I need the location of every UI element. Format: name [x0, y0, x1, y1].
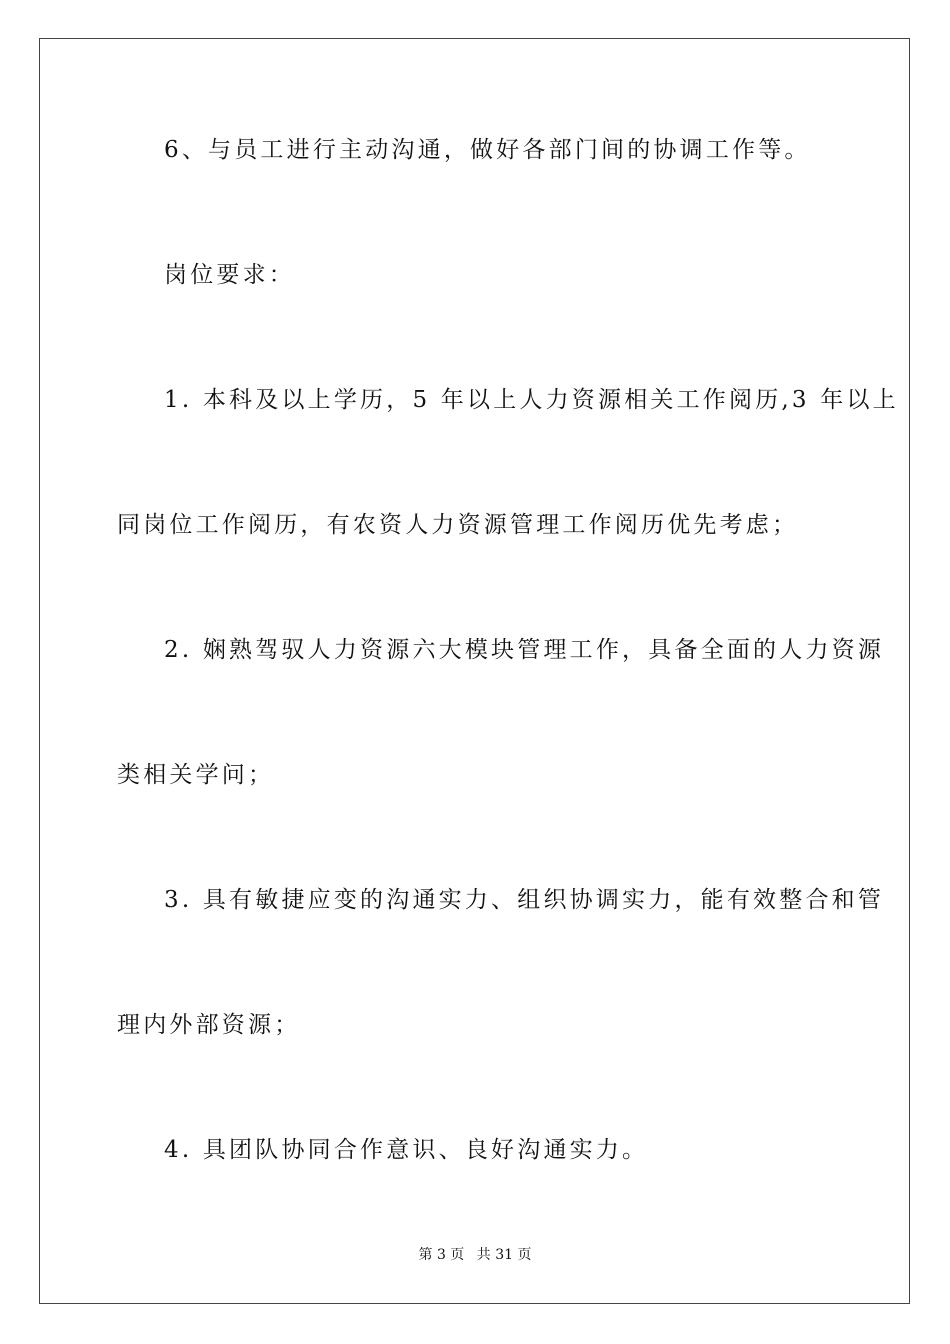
- paragraph-line: 同岗位工作阅历，有农资人力资源管理工作阅历优先考虑；: [117, 512, 799, 538]
- page-footer: [0, 1246, 950, 1264]
- total-pages: 共 31 页: [476, 1247, 532, 1263]
- paragraph-line: 类相关学问；: [117, 762, 275, 788]
- paragraph-line: 2. 娴熟驾驭人力资源六大模块管理工作，具备全面的人力资源: [164, 637, 885, 663]
- paragraph-line: 1. 本科及以上学历，5 年以上人力资源相关工作阅历,3 年以上: [164, 387, 899, 413]
- paragraph-line: 3. 具有敏捷应变的沟通实力、组织协调实力，能有效整合和管: [164, 887, 885, 913]
- paragraph-line: 6、与员工进行主动沟通，做好各部门间的协调工作等。: [164, 137, 811, 163]
- page-border: [39, 38, 910, 1304]
- paragraph-line: 4. 具团队协同合作意识、良好沟通实力。: [164, 1137, 649, 1163]
- section-heading: 岗位要求：: [164, 262, 295, 288]
- page-number: 第 3 页: [418, 1247, 465, 1263]
- paragraph-line: 理内外部资源；: [117, 1012, 301, 1038]
